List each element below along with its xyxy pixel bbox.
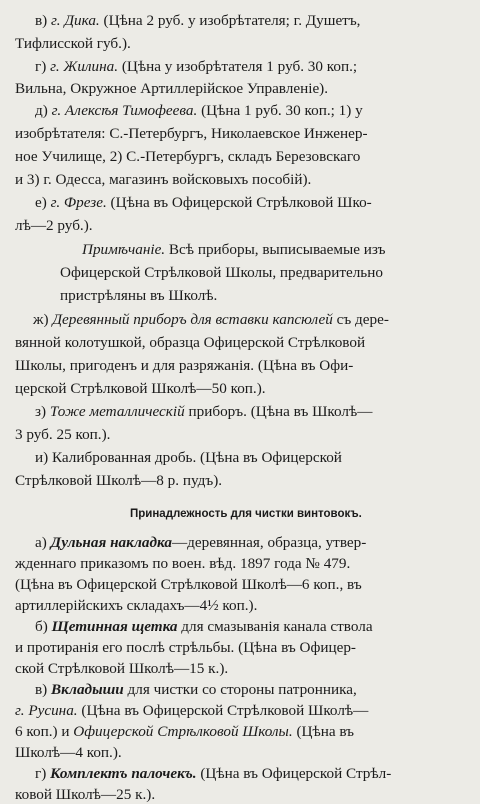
item-marker: з) — [35, 403, 50, 420]
line-text: съ дере- — [332, 311, 389, 328]
text-line — [35, 57, 357, 76]
line-text: (Цѣна въ Офицерской Стрѣлковой Школѣ— — [77, 702, 369, 719]
text-line: вянной колотушкой, образца Офицерской Стрѣлковой — [15, 334, 366, 351]
text-line — [15, 722, 354, 741]
text-line — [35, 680, 357, 699]
item-marker: в) — [35, 681, 52, 698]
inventor-name: г. Фрезе. — [50, 194, 107, 211]
note-label: Примѣчаніе. — [82, 241, 166, 258]
text-line: изобрѣтателя: С.-Петербургъ, Николаевское Инженер- — [15, 125, 368, 142]
text-line — [35, 101, 363, 120]
text-line — [15, 701, 368, 720]
line-text: (Цѣна въ Офицерской Стрѣлковой Шко- — [106, 194, 372, 211]
text-line: (Цѣна въ Офицерской Стрѣлковой Школѣ—6 коп., въ — [15, 576, 362, 593]
item-marker: д) — [35, 102, 52, 119]
line-text: (Цѣна въ Офицерской Стрѣл- — [196, 765, 392, 782]
text-line: лѣ—2 руб.). — [15, 217, 93, 234]
item-marker: г) — [35, 765, 51, 782]
line-text: для смазыванія канала ствола — [177, 618, 373, 635]
text-line — [35, 448, 342, 467]
item-name: Офицерской Стрѣлковой Школы. — [73, 723, 293, 740]
text-line: Вильна, Окружное Артиллерійское Управленіе). — [15, 80, 329, 97]
note-line — [82, 240, 385, 259]
text-line: и 3) г. Одесса, магазинъ войсковыхъ пособій). — [15, 171, 312, 188]
text-line — [35, 533, 366, 552]
text-line: 3 руб. 25 коп.). — [15, 426, 111, 443]
item-marker: б) — [35, 618, 52, 635]
line-text: (Цѣна у изобрѣтателя 1 руб. 30 коп.; — [118, 58, 358, 75]
inventor-name: г. Дика. — [51, 12, 100, 29]
item-marker: е) — [35, 194, 51, 211]
line-text: (Цѣна 2 руб. у изобрѣтателя; г. Душетъ, — [99, 12, 361, 29]
item-name: Вкладыши — [51, 681, 124, 698]
item-marker: ж) — [33, 311, 53, 328]
note-line: пристрѣляны въ Школѣ. — [60, 287, 218, 304]
line-text: 6 коп.) и — [15, 723, 74, 740]
item-marker: а) — [35, 534, 51, 551]
inventor-name: г. Алексѣя Тимофеева. — [51, 102, 198, 119]
inventor-name: г. Русина. — [15, 702, 78, 719]
line-text: —деревянная, образца, утвер- — [171, 534, 367, 551]
text-line — [35, 402, 372, 421]
text-line: Тифлисской губ.). — [15, 35, 131, 52]
note-line: Офицерской Стрѣлковой Школы, предварительно — [60, 264, 383, 281]
text-line: ской Стрѣлковой Школѣ—15 к.). — [15, 660, 229, 677]
item-marker: г) — [35, 58, 51, 75]
text-line: церской Стрѣлковой Школѣ—50 коп.). — [15, 380, 266, 397]
text-line — [35, 11, 360, 30]
item-name: Щетинная щетка — [51, 618, 178, 635]
text-line — [33, 310, 389, 329]
item-name: Комплектъ палочекъ. — [50, 765, 197, 782]
item-name: Тоже металлическій — [49, 403, 185, 420]
inventor-name: г. Жилина. — [50, 58, 119, 75]
text-line: ное Училище, 2) С.-Петербургъ, складъ Березовскаго — [15, 148, 361, 165]
text-line: артиллерійскихъ складахъ—4½ коп.). — [15, 597, 258, 614]
item-marker: и) — [35, 449, 52, 466]
text-line: и протиранія его послѣ стрѣльбы. (Цѣна въ Офицер- — [15, 639, 356, 656]
item-marker: в) — [35, 12, 52, 29]
line-text: (Цѣна 1 руб. 30 коп.; 1) у — [197, 102, 363, 119]
text-line — [35, 617, 373, 636]
text-line — [35, 193, 372, 212]
line-text: для чистки со стороны патронника, — [123, 681, 357, 698]
text-line — [35, 764, 391, 783]
text-line: жденнаго приказомъ по воен. вѣд. 1897 года № 479. — [15, 555, 351, 572]
item-name: Дульная накладка — [50, 534, 172, 551]
line-text: (Цѣна въ — [292, 723, 355, 740]
text-line: Школы, пригоденъ и для разряжанія. (Цѣна въ Офи- — [15, 357, 354, 374]
line-text: приборъ. (Цѣна въ Школѣ— — [184, 403, 373, 420]
line-text: Всѣ приборы, выписываемые изъ — [165, 241, 386, 258]
item-name: Деревянный приборъ для вставки капсюлей — [52, 311, 333, 328]
section-heading: Принадлежность для чистки винтовокъ. — [130, 508, 362, 520]
text-line: Стрѣлковой Школѣ—8 р. пудъ). — [15, 472, 223, 489]
text-line: Школѣ—4 коп.). — [15, 744, 122, 761]
text-line: ковой Школѣ—25 к.). — [15, 786, 156, 803]
line-text: Калиброванная дробь. (Цѣна въ Офицерской — [51, 449, 342, 466]
